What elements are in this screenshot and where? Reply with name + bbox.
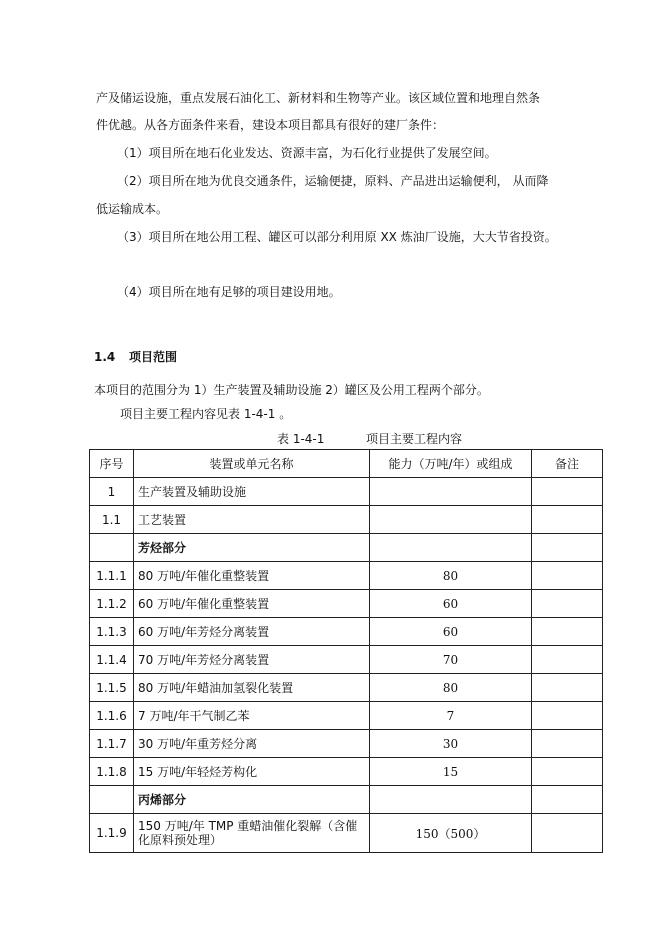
cell-no: 1.1.2 — [90, 590, 134, 618]
cell-no — [90, 534, 134, 562]
cell-capacity: 150（500） — [370, 814, 532, 853]
cell-remark — [532, 814, 603, 853]
table-caption-title: 项目主要工程内容 — [366, 432, 463, 446]
cell-name: 70 万吨/年芳烃分离装置 — [134, 646, 370, 674]
header-capacity: 能力（万吨/年）或组成 — [370, 450, 532, 478]
table-row — [90, 618, 603, 646]
table-row-group-heading — [90, 534, 603, 562]
cell-remark — [532, 786, 603, 814]
cell-capacity: 15 — [370, 758, 532, 786]
table-row — [90, 730, 603, 758]
cell-name: 80 万吨/年催化重整装置 — [134, 562, 370, 590]
cell-no: 1.1.5 — [90, 674, 134, 702]
table-row — [90, 646, 603, 674]
cell-capacity: 80 — [370, 562, 532, 590]
table-row — [90, 562, 603, 590]
cell-remark — [532, 702, 603, 730]
table-header-row — [90, 450, 603, 478]
cell-no: 1 — [90, 478, 134, 506]
table-reference-note: 项目主要工程内容见表 1-4-1 。 — [120, 407, 292, 421]
cell-no: 1.1.7 — [90, 730, 134, 758]
cell-capacity: 7 — [370, 702, 532, 730]
cell-remark — [532, 618, 603, 646]
cell-capacity — [370, 478, 532, 506]
cell-remark — [532, 758, 603, 786]
cell-capacity — [370, 534, 532, 562]
cell-name: 80 万吨/年蜡油加氢裂化装置 — [134, 674, 370, 702]
cell-remark — [532, 730, 603, 758]
cell-name: 30 万吨/年重芳烃分离 — [134, 730, 370, 758]
table-row — [90, 506, 603, 534]
cell-name: 7 万吨/年干气制乙苯 — [134, 702, 370, 730]
header-name: 装置或单元名称 — [134, 450, 370, 478]
cell-name: 60 万吨/年芳烃分离装置 — [134, 618, 370, 646]
table-row — [90, 590, 603, 618]
cell-capacity: 70 — [370, 646, 532, 674]
cell-no: 1.1.3 — [90, 618, 134, 646]
table-row — [90, 758, 603, 786]
table-row — [90, 674, 603, 702]
cell-remark — [532, 646, 603, 674]
cell-no: 1.1 — [90, 506, 134, 534]
cell-name: 工艺装置 — [134, 506, 370, 534]
cell-name: 150 万吨/年 TMP 重蜡油催化裂解（含催化原料预处理） — [134, 814, 370, 853]
header-no: 序号 — [90, 450, 134, 478]
cell-no: 1.1.1 — [90, 562, 134, 590]
cell-remark — [532, 506, 603, 534]
section-intro: 本项目的范围分为 1）生产装置及辅助设施 2）罐区及公用工程两个部分。 — [94, 383, 489, 397]
condition-item-2: （2）项目所在地为优良交通条件，运输便捷，原料、产品进出运输便利， 从而降 — [117, 174, 549, 188]
cell-name: 丙烯部分 — [134, 786, 370, 814]
cell-capacity — [370, 786, 532, 814]
cell-remark — [532, 674, 603, 702]
table-caption — [277, 430, 462, 447]
cell-remark — [532, 562, 603, 590]
cell-name: 15 万吨/年轻烃芳构化 — [134, 758, 370, 786]
cell-no: 1.1.9 — [90, 814, 134, 853]
header-remark: 备注 — [532, 450, 603, 478]
condition-item-2-cont: 低运输成本。 — [96, 202, 169, 216]
project-scope-table — [89, 449, 603, 853]
cell-capacity: 30 — [370, 730, 532, 758]
cell-no: 1.1.8 — [90, 758, 134, 786]
paragraph-line: 产及储运设施，重点发展石油化工、新材料和生物等产业。该区域位置和地理自然条 — [96, 91, 541, 105]
cell-capacity: 60 — [370, 618, 532, 646]
cell-capacity — [370, 506, 532, 534]
cell-capacity: 60 — [370, 590, 532, 618]
condition-item-1: （1）项目所在地石化业发达、资源丰富，为石化行业提供了发展空间。 — [117, 146, 497, 160]
paragraph-line: 件优越。从各方面条件来看，建设本项目都具有很好的建厂条件： — [96, 118, 445, 132]
section-number: 1.4 — [94, 350, 116, 364]
cell-name: 芳烃部分 — [134, 534, 370, 562]
cell-remark — [532, 478, 603, 506]
cell-capacity: 80 — [370, 674, 532, 702]
table-row — [90, 814, 603, 853]
cell-remark — [532, 534, 603, 562]
cell-no: 1.1.6 — [90, 702, 134, 730]
condition-item-4: （4）项目所在地有足够的项目建设用地。 — [117, 285, 341, 299]
table-row — [90, 702, 603, 730]
cell-no — [90, 786, 134, 814]
cell-name: 生产装置及辅助设施 — [134, 478, 370, 506]
cell-no: 1.1.4 — [90, 646, 134, 674]
section-title: 项目范围 — [129, 350, 178, 364]
table-row — [90, 478, 603, 506]
table-caption-id: 表 1-4-1 — [277, 432, 325, 446]
condition-item-3: （3）项目所在地公用工程、罐区可以部分利用原 XX 炼油厂设施，大大节省投资。 — [117, 230, 557, 244]
cell-name: 60 万吨/年催化重整装置 — [134, 590, 370, 618]
table-row-group-heading — [90, 786, 603, 814]
cell-remark — [532, 590, 603, 618]
